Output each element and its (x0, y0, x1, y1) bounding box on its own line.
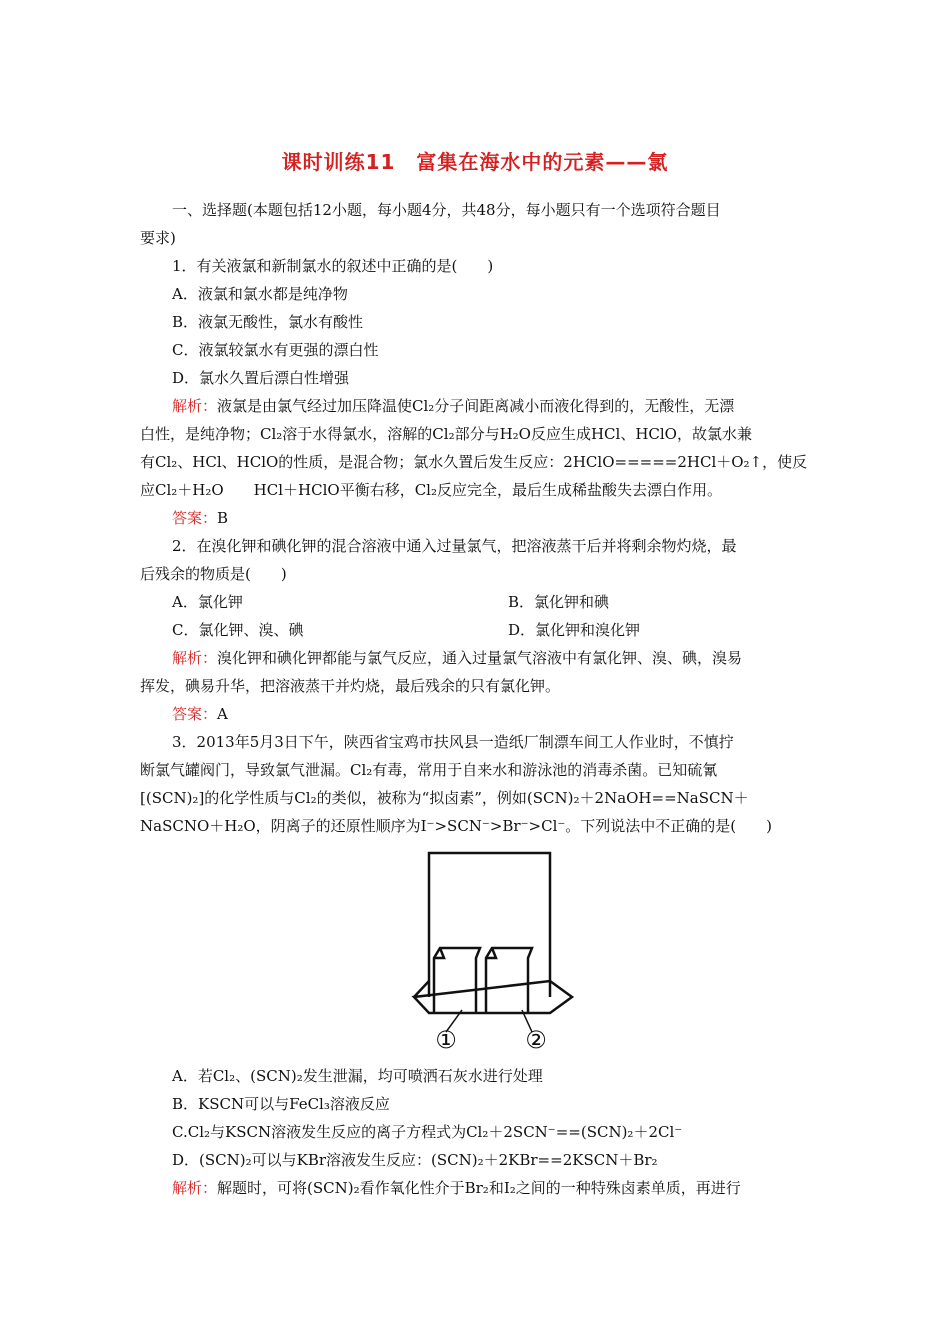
q3-stem-line4: NaSCNO＋H₂O，阴离子的还原性顺序为I⁻>SCN⁻>Br⁻>Cl⁻。下列说法中不正确的是( ) (140, 817, 772, 835)
analysis-label: 解析： (172, 397, 218, 415)
answer-label: 答案： (172, 509, 218, 527)
q1-option-d: D．氯水久置后漂白性增强 (172, 369, 350, 387)
section-heading-line1: 一、选择题(本题包括12小题，每小题4分，共48分，每小题只有一个选项符合题目 (172, 201, 721, 219)
answer-value: A (217, 705, 228, 723)
q1-answer (172, 508, 812, 528)
analysis-label: 解析： (172, 649, 218, 667)
base-ledge (414, 981, 572, 1013)
q2-answer (172, 704, 812, 724)
q2-option-b: B．氯化钾和碘 (508, 593, 610, 611)
q3-analysis-line1 (172, 1178, 812, 1198)
q1-stem: 1．有关液氯和新制氯水的叙述中正确的是( ) (172, 257, 494, 275)
q3-option-d: D．(SCN)₂可以与KBr溶液发生反应：(SCN)₂＋2KBr==2KSCN＋Br₂ (172, 1151, 658, 1169)
figure-label-2: ② (525, 1026, 547, 1050)
page-title: 课时训练11 富集在海水中的元素——氯 (281, 150, 669, 174)
analysis-text: 解题时，可将(SCN)₂看作氧化性介于Br₂和I₂之间的一种特殊卤素单质，再进行 (217, 1179, 741, 1197)
q1-analysis-line3: 有Cl₂、HCl、HClO的性质，是混合物；氯水久置后发生反应：2HClO=====2HCl＋O₂↑，使反 (140, 453, 808, 471)
analysis-label: 解析： (172, 1179, 218, 1197)
q2-stem-line1: 2．在溴化钾和碘化钾的混合溶液中通入过量氯气，把溶液蒸干后并将剩余物灼烧，最 (172, 537, 737, 555)
q2-stem-line2: 后残余的物质是( ) (140, 565, 287, 583)
q1-option-b: B．液氯无酸性，氯水有酸性 (172, 313, 364, 331)
q1-option-c: C．液氯较氯水有更强的漂白性 (172, 341, 379, 359)
q2-option-c: C．氯化钾、溴、碘 (172, 621, 304, 639)
q2-option-a: A．氯化钾 (172, 593, 243, 611)
q3-option-b: B．KSCN可以与FeCl₃溶液反应 (172, 1095, 390, 1113)
q3-option-c: C.Cl₂与KSCN溶液发生反应的离子方程式为Cl₂＋2SCN⁻==(SCN)₂＋2Cl⁻ (172, 1123, 683, 1141)
analysis-text: 液氯是由氯气经过加压降温使Cl₂分子间距离减小而液化得到的，无酸性，无漂 (217, 397, 735, 415)
q3-stem-line3: [(SCN)₂]的化学性质与Cl₂的类似，被称为“拟卤素”，例如(SCN)₂＋2NaOH==NaSCN＋ (140, 789, 749, 807)
q2-option-d: D．氯化钾和溴化钾 (508, 621, 641, 639)
q1-option-a: A．液氯和氯水都是纯净物 (172, 285, 348, 303)
answer-value: B (217, 509, 229, 527)
figure-label-1: ① (435, 1026, 457, 1050)
answer-label: 答案： (172, 705, 218, 723)
q3-stem-line2: 断氯气罐阀门，导致氯气泄漏。Cl₂有毒，常用于自来水和游泳池的消毒杀菌。已知硫氰 (140, 761, 718, 779)
section-heading-line2: 要求) (140, 229, 176, 247)
q2-analysis-line2: 挥发，碘易升华，把溶液蒸干并灼烧，最后残余的只有氯化钾。 (140, 677, 561, 695)
q1-analysis-line1 (172, 396, 812, 416)
q3-stem-line1: 3．2013年5月3日下午，陕西省宝鸡市扶风县一造纸厂制漂车间工人作业时，不慎拧 (172, 733, 734, 751)
q2-analysis-line1 (172, 648, 812, 668)
analysis-text: 溴化钾和碘化钾都能与氯气反应，通入过量氯气溶液中有氯化钾、溴、碘，溴易 (217, 649, 743, 667)
apparatus-figure (410, 850, 580, 1050)
q3-option-a: A．若Cl₂、(SCN)₂发生泄漏，均可喷洒石灰水进行处理 (172, 1067, 543, 1085)
q1-analysis-line4: 应Cl₂＋H₂O HCl＋HClO平衡右移，Cl₂反应完全，最后生成稀盐酸失去漂白作用。 (140, 481, 722, 499)
q1-analysis-line2: 白性，是纯净物；Cl₂溶于水得氯水，溶解的Cl₂部分与H₂O反应生成HCl、HClO，故氯水兼 (140, 425, 752, 443)
container-outline (429, 853, 550, 997)
